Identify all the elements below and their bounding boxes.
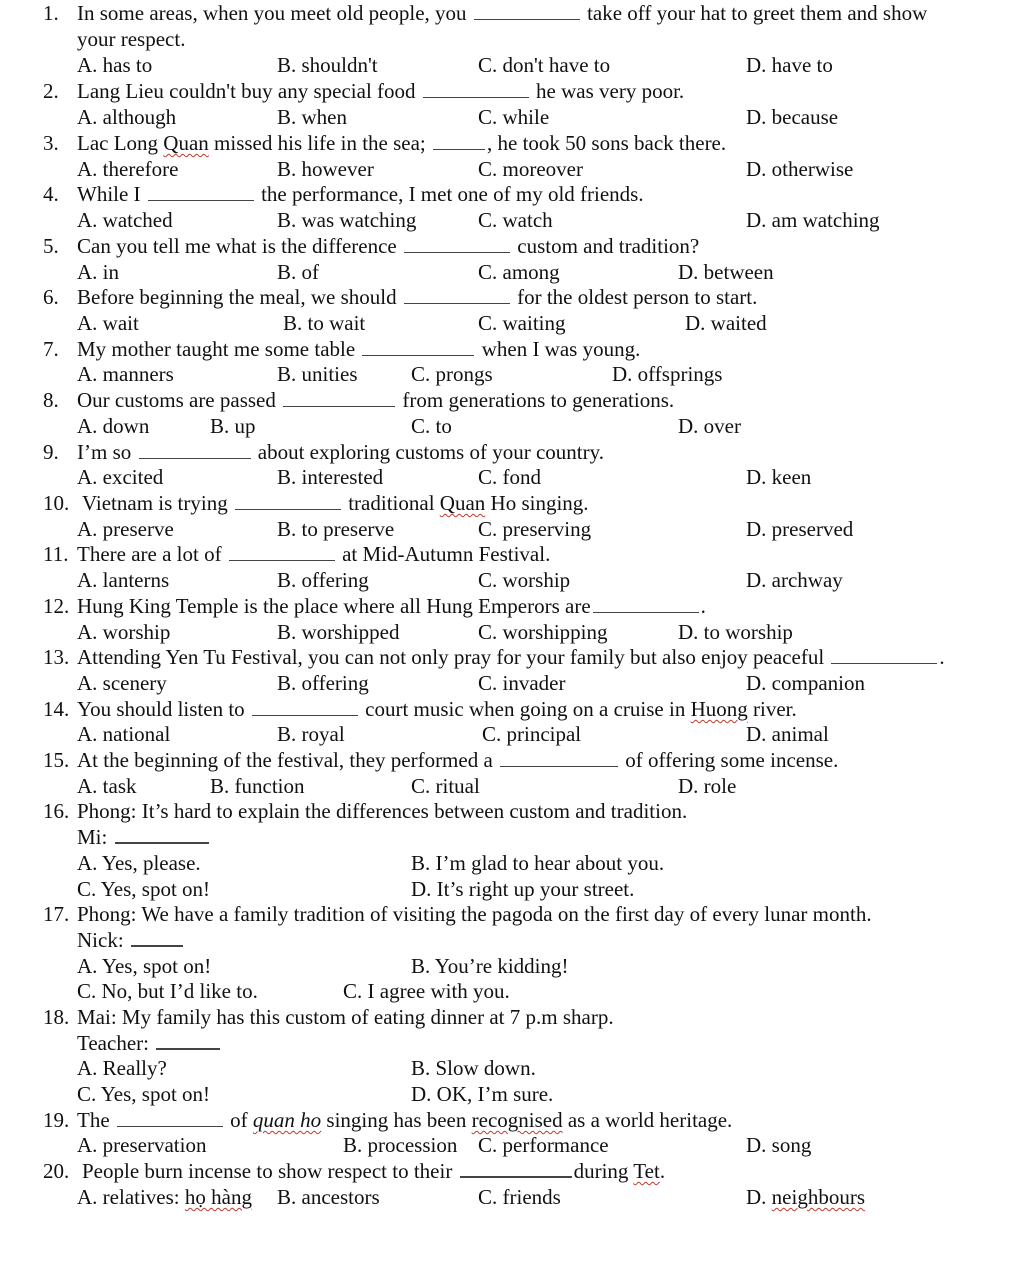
option-a[interactable]: A. in (77, 260, 119, 284)
option-c[interactable]: C. watch (478, 208, 553, 232)
option-b[interactable]: B. offering (277, 671, 369, 695)
question-number: 9. (43, 440, 59, 464)
option-c[interactable]: C. fond (478, 465, 541, 489)
option-b[interactable]: B. up (210, 414, 256, 438)
question-number: 3. (43, 131, 59, 155)
speaker-label: Nick: (77, 928, 124, 952)
question-text: You should listen to (77, 697, 245, 721)
question-text: Mai: My family has this custom of eating dinner at 7 p.m sharp. (77, 1005, 614, 1029)
question-text: The (77, 1108, 110, 1132)
question-number: 7. (43, 337, 59, 361)
option-a[interactable]: A. worship (77, 620, 171, 644)
option-b[interactable]: B. to wait (283, 311, 366, 335)
option-d[interactable]: D. animal (746, 722, 829, 746)
question-number: 17. (43, 902, 70, 926)
question-number: 5. (43, 234, 59, 258)
option-d-label: D. (746, 1185, 772, 1209)
question-text-end: about exploring customs of your country. (257, 440, 604, 464)
option-c[interactable]: C. friends (478, 1185, 561, 1209)
option-b[interactable]: B. You’re kidding! (411, 954, 569, 978)
question-number: 4. (43, 182, 59, 206)
option-c[interactable]: C. worshipping (478, 620, 608, 644)
question-text-end: of (230, 1108, 253, 1132)
option-c-duplicate[interactable]: C. I agree with you. (343, 979, 510, 1003)
option-d[interactable]: D. because (746, 105, 839, 129)
option-b[interactable]: B. when (277, 105, 347, 129)
spell-flagged-word: Tet (633, 1159, 660, 1183)
answer-blank[interactable] (117, 1108, 223, 1127)
option-a[interactable]: A. Really? (77, 1056, 167, 1080)
option-a[interactable] (77, 1184, 252, 1210)
option-d[interactable]: D. keen (746, 465, 812, 489)
answer-blank[interactable] (252, 697, 358, 716)
option-b[interactable]: B. of (277, 260, 319, 284)
answer-blank[interactable] (593, 594, 699, 613)
option-a[interactable]: A. down (77, 414, 150, 438)
option-c[interactable]: C. preserving (478, 517, 592, 541)
question-number: 15. (43, 748, 70, 772)
question-text: In some areas, when you meet old people, you (77, 1, 467, 25)
question-text: Phong: It’s hard to explain the differences between custom and tradition. (77, 799, 688, 823)
answer-blank[interactable] (404, 234, 510, 253)
speaker-label: Mi: (77, 825, 108, 849)
option-c[interactable]: C. don't have to (478, 53, 611, 77)
question-text-continued: your respect. (77, 27, 186, 51)
option-d[interactable]: D. OK, I’m sure. (411, 1082, 554, 1106)
option-b[interactable]: B. function (210, 774, 305, 798)
question-number: 19. (43, 1108, 70, 1132)
option-b[interactable]: B. however (277, 157, 374, 181)
question-text: While I (77, 182, 141, 206)
question-text: At the beginning of the festival, they performed a (77, 748, 493, 772)
answer-blank[interactable] (148, 182, 254, 201)
question-text-end: custom and tradition? (517, 234, 700, 258)
option-d[interactable]: D. am watching (746, 208, 880, 232)
option-c[interactable]: C. waiting (478, 311, 566, 335)
question-text-end: for the oldest person to start. (517, 285, 758, 309)
option-c[interactable]: C. Yes, spot on! (77, 1082, 211, 1106)
question-text-end: . (939, 645, 945, 669)
option-a[interactable]: A. national (77, 722, 171, 746)
option-c[interactable]: C. while (478, 105, 550, 129)
spell-flagged-word: Quan (163, 131, 209, 155)
question-text: Lang Lieu couldn't buy any special food (77, 79, 416, 103)
question-number: 6. (43, 285, 59, 309)
option-c[interactable]: C. invader (478, 671, 566, 695)
question-text-end: . (700, 594, 706, 618)
option-d[interactable]: D. waited (685, 311, 767, 335)
question-text-end: he was very poor. (536, 79, 685, 103)
question-text: Before beginning the meal, we should (77, 285, 397, 309)
answer-blank[interactable] (433, 131, 485, 150)
answer-blank[interactable] (500, 748, 618, 767)
answer-blank[interactable] (404, 285, 510, 304)
option-d-word: neighbours (771, 1185, 865, 1209)
question-number: 11. (43, 542, 69, 566)
option-a[interactable]: A. manners (77, 362, 174, 386)
question-text-end: traditional (348, 491, 440, 515)
question-text-mid: singing has been (321, 1108, 472, 1132)
answer-blank[interactable] (115, 824, 209, 844)
question-number: 1. (43, 1, 59, 25)
question-text: Lac Long (77, 131, 164, 155)
option-a[interactable]: A. watched (77, 208, 173, 232)
question-text: Hung King Temple is the place where all Hung Emperors are (77, 594, 591, 618)
option-a[interactable]: A. Yes, please. (77, 851, 201, 875)
option-b[interactable]: B. offering (277, 568, 369, 592)
question-text: There are a lot of (77, 542, 222, 566)
question-text: Phong: We have a family tradition of visiting the pagoda on the first day of every lunar month. (77, 902, 872, 926)
option-c[interactable]: C. ritual (411, 774, 480, 798)
question-text-end: when I was young. (481, 337, 641, 361)
option-d[interactable]: D. preserved (746, 517, 854, 541)
option-a[interactable]: A. scenery (77, 671, 167, 695)
option-c[interactable]: C. moreover (478, 157, 583, 181)
answer-blank[interactable] (156, 1030, 220, 1050)
question-text-cont: missed his life in the sea; (208, 131, 426, 155)
question-text-end: at Mid-Autumn Festival. (342, 542, 551, 566)
option-c[interactable]: C. prongs (411, 362, 493, 386)
answer-blank[interactable] (283, 388, 395, 407)
answer-blank[interactable] (139, 440, 251, 459)
answer-blank[interactable] (831, 645, 937, 664)
option-b[interactable]: B. to preserve (277, 517, 395, 541)
answer-blank[interactable] (474, 1, 580, 20)
option-d[interactable]: D. otherwise (746, 157, 854, 181)
question-text-end: court music when going on a cruise in (365, 697, 691, 721)
option-a[interactable]: A. therefore (77, 157, 179, 181)
question-text: Attending Yen Tu Festival, you can not only pray for your family but also enjoy peaceful (77, 645, 825, 669)
question-text-tail: river. (747, 697, 797, 721)
spell-flagged-word: Quan (439, 491, 486, 515)
option-b[interactable]: B. procession (343, 1133, 458, 1157)
answer-blank[interactable] (229, 542, 335, 561)
question-text-end: the performance, I met one of my old friends. (261, 182, 644, 206)
question-text: Vietnam is trying (82, 491, 228, 515)
option-d[interactable]: D. role (678, 774, 737, 798)
handwritten-translation-note: họ hàng (184, 1185, 252, 1209)
question-number: 16. (43, 799, 70, 823)
question-text: Can you tell me what is the difference (77, 234, 397, 258)
question-text-end: during (573, 1159, 634, 1183)
question-text-end: take off your hat to greet them and show (587, 1, 928, 25)
option-b[interactable]: B. shouldn't (277, 53, 378, 77)
question-number: 18. (43, 1005, 70, 1029)
answer-blank[interactable] (423, 79, 529, 98)
option-b[interactable]: B. was watching (277, 208, 417, 232)
option-a[interactable]: A. wait (77, 311, 139, 335)
question-text-tail: . (659, 1159, 666, 1183)
option-b[interactable]: B. royal (277, 722, 345, 746)
question-number: 8. (43, 388, 59, 412)
question-number: 13. (43, 645, 70, 669)
option-b[interactable]: B. Slow down. (411, 1056, 536, 1080)
option-c[interactable]: C. worship (478, 568, 571, 592)
question-number: 2. (43, 79, 59, 103)
option-c[interactable]: C. among (478, 260, 560, 284)
speaker-label: Teacher: (77, 1031, 149, 1055)
option-d[interactable]: D. companion (746, 671, 865, 695)
question-text-tail: Ho singing. (485, 491, 589, 515)
italic-term: quan ho (252, 1108, 322, 1132)
option-a[interactable]: A. Yes, spot on! (77, 954, 212, 978)
option-b[interactable]: B. unities (277, 362, 358, 386)
spell-flagged-word: recognised (471, 1108, 563, 1132)
option-d[interactable]: D. offsprings (612, 362, 723, 386)
answer-blank[interactable] (235, 491, 341, 510)
option-c[interactable]: C. performance (478, 1133, 609, 1157)
option-d[interactable]: D. over (678, 414, 741, 438)
question-text: Our customs are passed (77, 388, 276, 412)
question-text: I’m so (77, 440, 132, 464)
option-a[interactable]: A. lanterns (77, 568, 170, 592)
option-a[interactable]: A. although (77, 105, 177, 129)
option-b[interactable]: B. worshipped (277, 620, 400, 644)
option-d[interactable]: D. have to (746, 53, 833, 77)
option-d[interactable]: D. archway (746, 568, 843, 592)
option-d[interactable]: D. song (746, 1133, 812, 1157)
option-b[interactable]: B. interested (277, 465, 384, 489)
question-number: 20. (43, 1159, 70, 1183)
question-text-end: of offering some incense. (625, 748, 839, 772)
option-c[interactable]: C. No, but I’d like to. (77, 979, 258, 1003)
question-number: 12. (43, 594, 70, 618)
question-text-tail: as a world heritage. (562, 1108, 733, 1132)
option-d[interactable]: D. It’s right up your street. (411, 877, 635, 901)
option-a[interactable]: A. excited (77, 465, 164, 489)
option-b[interactable]: B. ancestors (277, 1185, 380, 1209)
option-c[interactable]: C. principal (482, 722, 582, 746)
answer-blank[interactable] (131, 927, 183, 947)
option-a[interactable]: A. preservation (77, 1133, 207, 1157)
question-text: My mother taught me some table (77, 337, 356, 361)
option-a-label: A. relatives: (77, 1185, 185, 1209)
option-a[interactable]: A. task (77, 774, 137, 798)
option-d[interactable]: D. between (678, 260, 774, 284)
spell-flagged-word: Huong (690, 697, 748, 721)
option-a[interactable]: A. preserve (77, 517, 174, 541)
option-a[interactable]: A. has to (77, 53, 153, 77)
answer-blank[interactable] (460, 1158, 572, 1178)
option-c[interactable]: C. to (411, 414, 452, 438)
option-d[interactable] (746, 1184, 865, 1210)
question-number: 10. (43, 491, 70, 515)
question-number: 14. (43, 697, 70, 721)
option-d[interactable]: D. to worship (678, 620, 793, 644)
answer-blank[interactable] (362, 337, 474, 356)
question-text-end: from generations to generations. (402, 388, 675, 412)
option-b[interactable]: B. I’m glad to hear about you. (411, 851, 665, 875)
question-text-end: , he took 50 sons back there. (487, 131, 727, 155)
question-text: People burn incense to show respect to their (82, 1159, 453, 1183)
option-c[interactable]: C. Yes, spot on! (77, 877, 211, 901)
